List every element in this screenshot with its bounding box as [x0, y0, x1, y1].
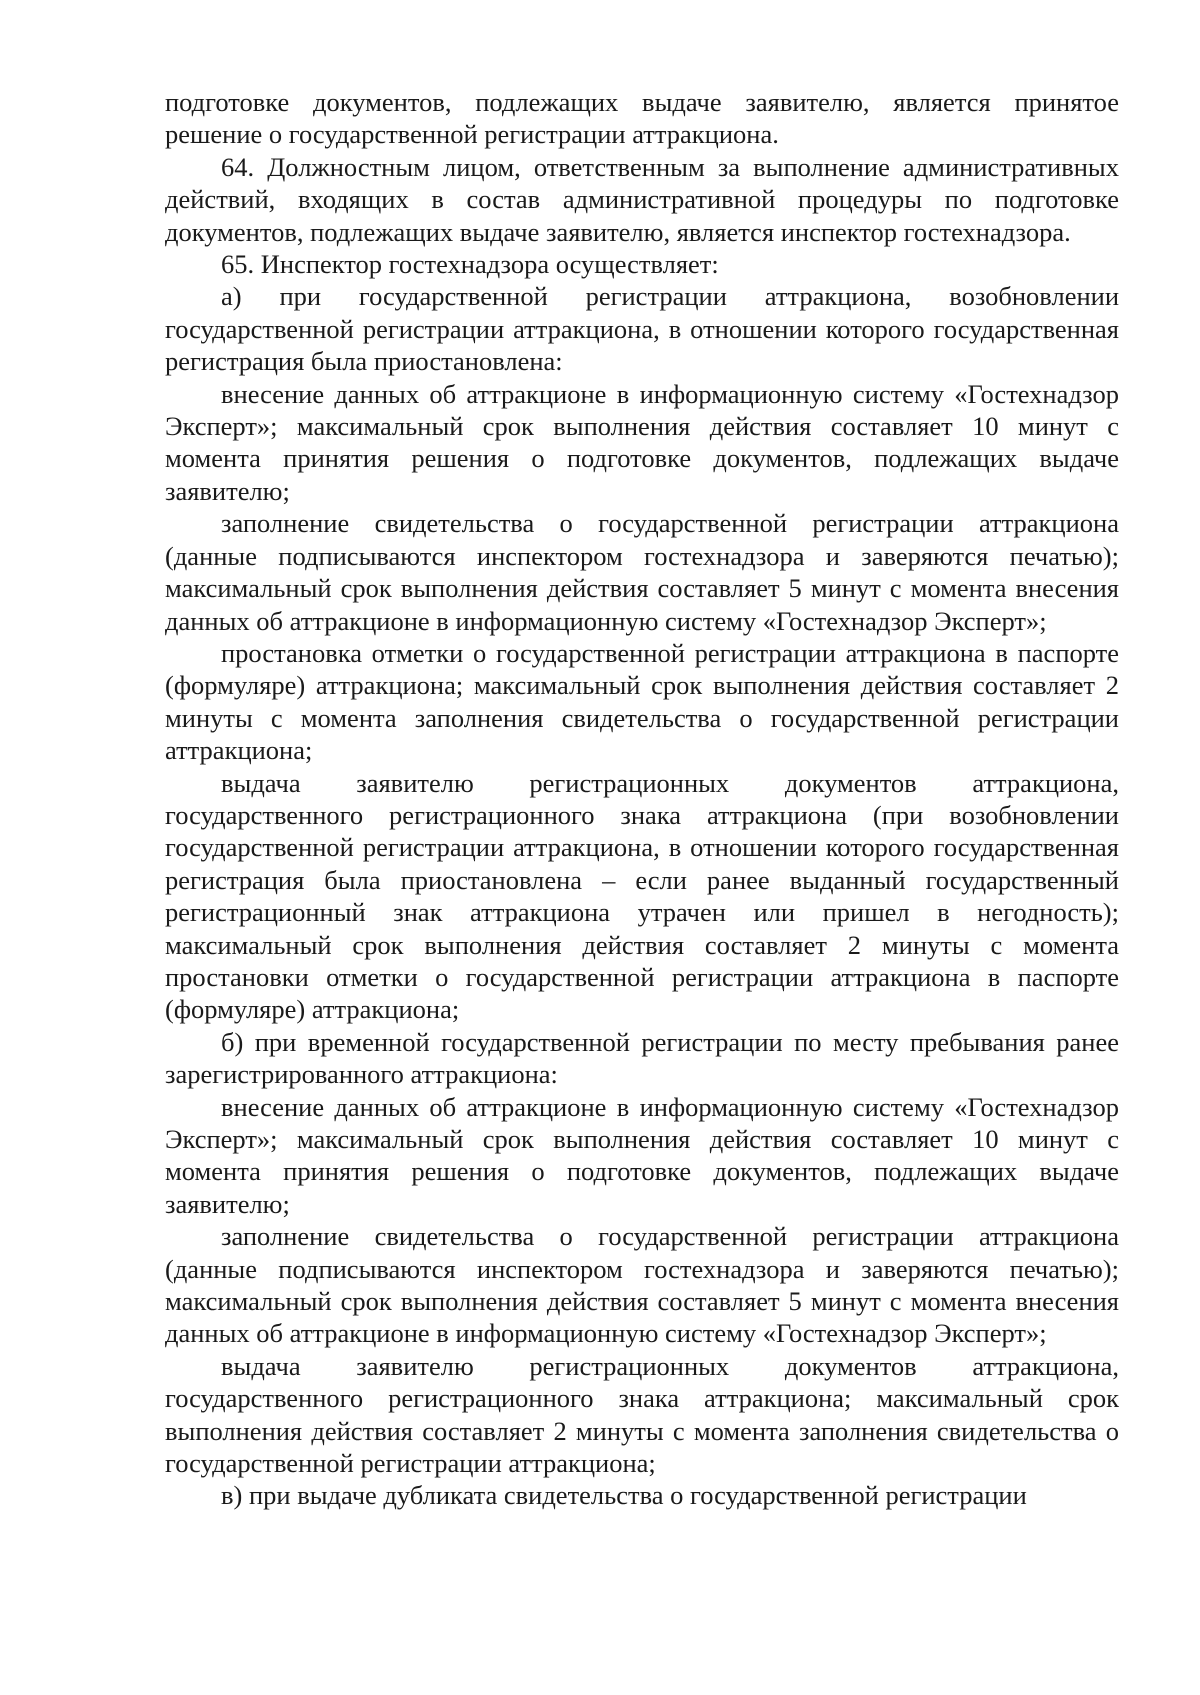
- paragraph-64: 64. Должностным лицом, ответственным за выполнение административных действий, входящих в состав административной процедуры по подготовке документов, подлежащих выдаче заявителю, является инспектор гостехнадзора.: [165, 151, 1119, 247]
- paragraph-continuation: подготовке документов, подлежащих выдаче заявителю, является принятое решение о государственной регистрации аттракциона.: [165, 87, 1119, 150]
- paragraph-65-b: б) при временной государственной регистрации по месту пребывания ранее зарегистрированного аттракциона:: [165, 1026, 1119, 1090]
- paragraph-a-data-entry: внесение данных об аттракционе в информационную систему «Гостехнадзор Эксперт»; максимальный срок выполнения действия составляет 10 минут с момента принятия решения о подготовке документов, подлежащих выдаче заявителю;: [165, 378, 1119, 506]
- paragraph-65-v: в) при выдаче дубликата свидетельства о государственной регистрации: [221, 1480, 1027, 1511]
- paragraph-b-issuance: выдача заявителю регистрационных документов аттракциона, государственного регистрационного знака аттракциона; максимальный срок выполнения действия составляет 2 минуты с момента заполнения свидетельства о государственной регистрации аттракциона;: [165, 1350, 1119, 1479]
- document-page: [165, 86, 1119, 1512]
- paragraph-a-certificate: заполнение свидетельства о государственной регистрации аттракциона (данные подписываются инспектором гостехнадзора и заверяются печатью); максимальный срок выполнения действия составляет 5 минут с момента внесения данных об аттракционе в информационную систему «Гостехнадзор Эксперт»;: [165, 508, 1119, 636]
- paragraph-65: 65. Инспектор гостехнадзора осуществляет:: [221, 249, 719, 280]
- paragraph-a-passport-mark: простановка отметки о государственной регистрации аттракциона в паспорте (формуляре) аттракциона; максимальный срок выполнения действия составляет 2 минуты с момента заполнения свидетельства о государственной регистрации аттракциона;: [165, 637, 1119, 766]
- paragraph-b-data-entry: внесение данных об аттракционе в информационную систему «Гостехнадзор Эксперт»; максимальный срок выполнения действия составляет 10 минут с момента принятия решения о подготовке документов, подлежащих выдаче заявителю;: [165, 1091, 1119, 1219]
- paragraph-65-a: а) при государственной регистрации аттракциона, возобновлении государственной регистрации аттракциона, в отношении которого государственная регистрация была приостановлена:: [165, 281, 1119, 377]
- paragraph-b-certificate: заполнение свидетельства о государственной регистрации аттракциона (данные подписываются инспектором гостехнадзора и заверяются печатью); максимальный срок выполнения действия составляет 5 минут с момента внесения данных об аттракционе в информационную систему «Гостехнадзор Эксперт»;: [165, 1221, 1119, 1349]
- paragraph-a-issuance: выдача заявителю регистрационных документов аттракциона, государственного регистрационного знака аттракциона (при возобновлении государственной регистрации аттракциона, в отношении которого государственная регистрация была приостановлена – если ранее выданный государственный регистрационный знак аттракциона утрачен или пришел в негодность); максимальный срок выполнения действия составляет 2 минуты с момента простановки отметки о государственной регистрации аттракциона в паспорте (формуляре) аттракциона;: [165, 767, 1119, 1025]
